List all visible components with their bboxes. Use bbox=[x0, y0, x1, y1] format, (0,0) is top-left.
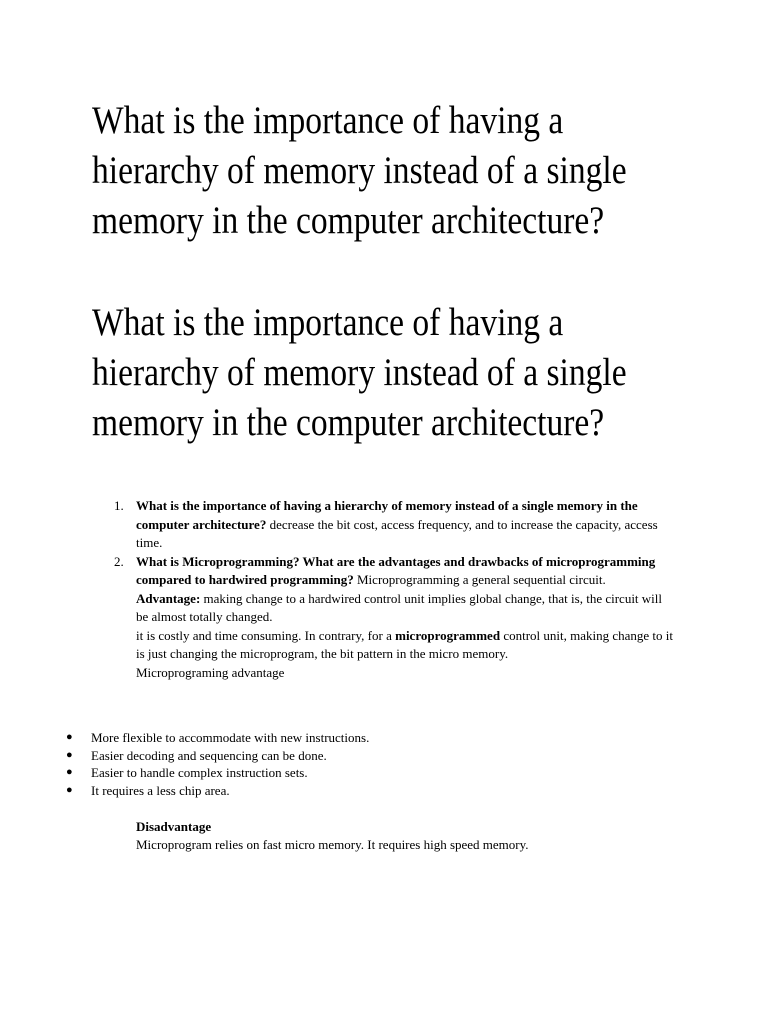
bullet-icon: ● bbox=[66, 783, 73, 796]
bullet-icon: ● bbox=[66, 731, 73, 743]
contrast-suffix: control unit, making change to it is just changing the microprogram, the bit pattern in the micro memory. bbox=[136, 627, 673, 661]
disadvantage-section bbox=[136, 818, 529, 854]
question-text: What is the importance of having a hierarchy of memory instead of a single memory in the computer architecture? bbox=[136, 498, 638, 532]
question-item-1 bbox=[0, 497, 676, 553]
list-item-text: Easier decoding and sequencing can be done. bbox=[91, 747, 327, 763]
answer-text: decrease the bit cost, access frequency, and to increase the capacity, access time. bbox=[136, 516, 658, 550]
contrast-bold-term: microprogrammed bbox=[395, 627, 501, 643]
contrast-prefix: it is costly and time consuming. In contrary, for a bbox=[136, 627, 396, 643]
question-list bbox=[0, 497, 676, 682]
bullet-icon: ● bbox=[66, 748, 73, 761]
disadvantage-heading: Disadvantage bbox=[136, 819, 212, 834]
advantage-paragraph bbox=[136, 590, 676, 627]
disadvantage-text: Microprogram relies on fast micro memory. It requires high speed memory. bbox=[136, 837, 529, 852]
list-item-text: More flexible to accommodate with new instructions. bbox=[91, 730, 370, 745]
advantage-label: Advantage: bbox=[136, 590, 201, 606]
advantage-heading: Microprograming advantage bbox=[136, 664, 285, 680]
question-number: 2. bbox=[114, 553, 124, 569]
page-title: What is the importance of having a hierarchy of memory instead of a single memory in the computer architecture? bbox=[92, 99, 627, 242]
list-item bbox=[0, 729, 369, 747]
advantage-text: making change to a hardwired control unit implies global change, that is, the circuit will be almost totally changed. bbox=[136, 590, 663, 624]
question-number: 1. bbox=[114, 498, 124, 513]
contrast-paragraph bbox=[136, 627, 676, 664]
list-item bbox=[0, 764, 369, 782]
page-title-repeat: What is the importance of having a hierarchy of memory instead of a single memory in the computer architecture? bbox=[92, 301, 627, 444]
list-item-text: It requires a less chip area. bbox=[91, 782, 230, 798]
list-item bbox=[0, 782, 369, 800]
answer-text: Microprogramming a general sequential circuit. bbox=[353, 572, 606, 587]
advantage-bullet-list bbox=[0, 729, 369, 799]
bullet-icon: ● bbox=[66, 766, 73, 778]
list-item-text: Easier to handle complex instruction sets. bbox=[91, 765, 308, 780]
list-item bbox=[0, 747, 369, 765]
question-item-2 bbox=[0, 553, 676, 683]
question-text: What is Microprogramming? What are the advantages and drawbacks of microprogramming compared to hardwired programming? bbox=[136, 553, 656, 587]
